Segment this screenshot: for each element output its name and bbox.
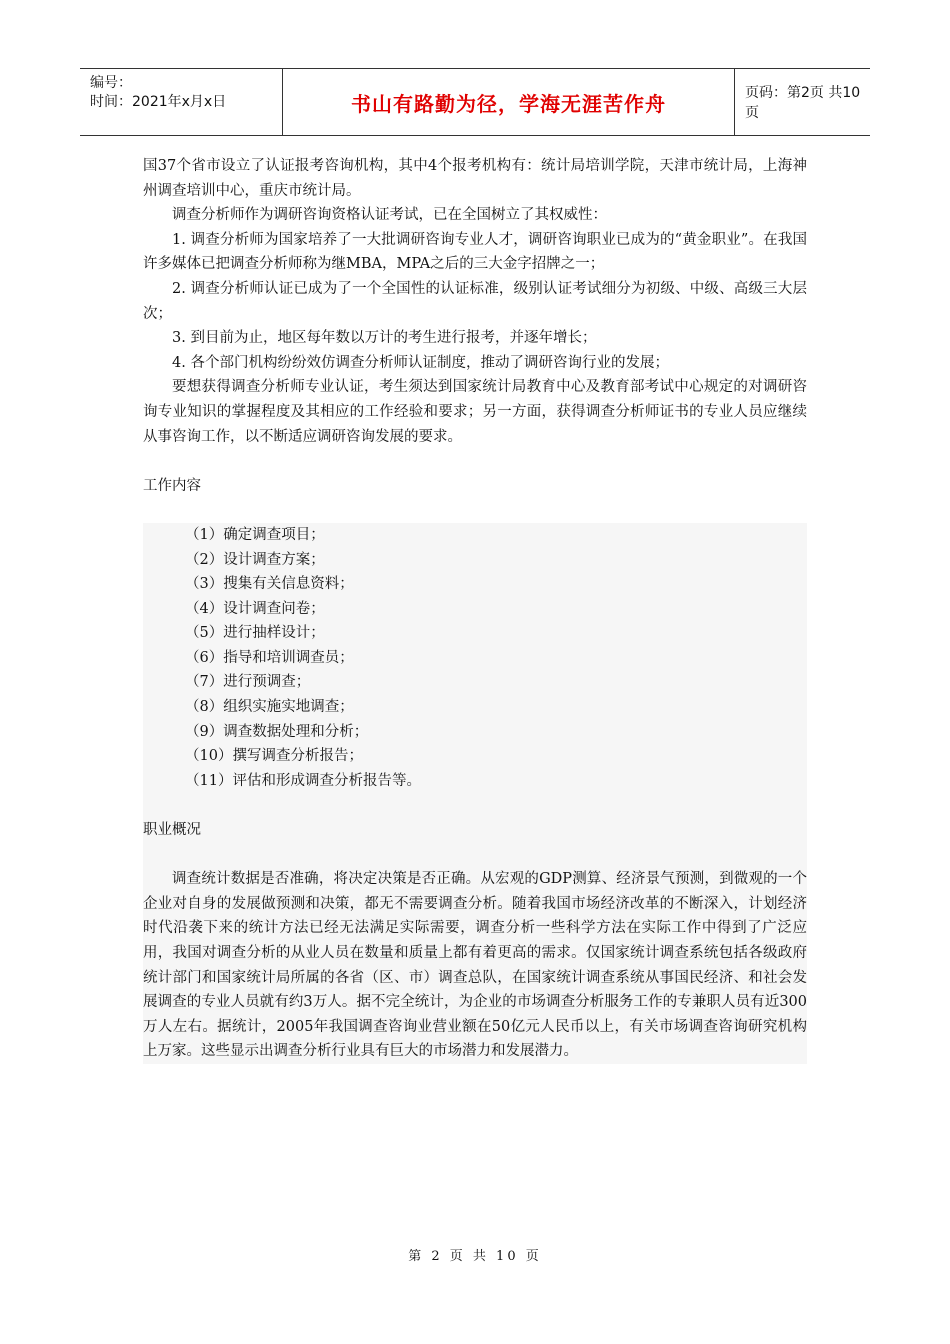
overview-section-title: 职业概况 [143,822,201,839]
point-1: 1. 调查分析师为国家培养了一大批调研咨询专业人才，调研咨询职业已成为的“黄金职业”。在我国许多媒体已把调查分析师称为继MBA，MPA之后的三大金字招牌之一； [143,231,807,273]
intro-paragraph: 国37个省市设立了认证报考咨询机构，其中4个报考机构有：统计局培训学院，天津市统计局，上海神州调查培训中心，重庆市统计局。 [143,158,807,199]
list-item: （2）设计调查方案； [185,551,325,568]
requirement-paragraph: 要想获得调查分析师专业认证，考生须达到国家统计局教育中心及教育部考试中心规定的对调研咨询专业知识的掌握程度及其相应的工作经验和要求；另一方面，获得调查分析师证书的专业人员应继续从事咨询工作，以不断适应调研咨询发展的要求。 [143,379,807,445]
overview-paragraph: 调查统计数据是否准确，将决定决策是否正确。从宏观的GDP测算、经济景气预测，到微观的一个企业对自身的发展做预测和决策，都无不需要调查分析。随着我国市场经济改革的不断深入，计划经济时代沿袭下来的统计方法已经无法满足实际需要，调查分析一些科学方法在实际工作中得到了广泛应用，我国对调查分析的从业人员在数量和质量上都有着更高的需求。仅国家统计调查系统包括各级政府统计部门和国家统计局所属的各省（区、市）调查总队，在国家统计调查系统从事国民经济、和社会发展调查的专业人员就有约3万人。据不完全统计，为企业的市场调查分析服务工作的专兼职人员有近300万人左右。据统计，2005年我国调查咨询业营业额在50亿元人民币以上，有关市场调查咨询研究机构上万家。这些显示出调查分析行业具有巨大的市场潜力和发展潜力。 [143,871,807,1060]
point-3: 3. 到目前为止，地区每年数以万计的考生进行报考，并逐年增长； [172,330,597,347]
work-list [143,523,807,1064]
header-motto-cell [283,69,735,135]
point-2: 2. 调查分析师认证已成为了一个全国性的认证标准，级别认证考试细分为初级、中级、高级三大层次； [143,280,807,322]
motto: 书山有路勤为径，学海无涯苦作舟 [351,91,666,116]
list-item: （6）指导和培训调查员； [185,649,354,666]
list-item: （1）确定调查项目； [185,526,325,543]
document-body [143,154,807,1064]
page-header [80,68,870,136]
time-label: 时间：2021年x月x日 [90,94,227,110]
work-section-title: 工作内容 [143,477,201,494]
list-item: （4）设计调查问卷； [185,600,325,617]
header-meta-cell [80,69,283,135]
list-item: （5）进行抽样设计； [185,625,325,642]
authority-intro: 调查分析师作为调研咨询资格认证考试，已在全国树立了其权威性： [172,207,607,224]
page-code: 页码：第2页 共10页 [745,85,861,121]
point-4: 4. 各个部门机构纷纷效仿调查分析师认证制度，推动了调研咨询行业的发展； [172,354,669,371]
list-item: （8）组织实施实地调查； [185,699,354,716]
page-footer: 第 2 页 共 10 页 [408,1249,542,1264]
list-item: （7）进行预调查； [185,674,311,691]
list-item: （9）调查数据处理和分析； [185,723,369,740]
list-item: （11）评估和形成调查分析报告等。 [185,772,421,789]
list-item: （10）撰写调查分析报告； [185,748,363,765]
number-label: 编号： [90,75,132,91]
list-item: （3）搜集有关信息资料； [185,576,354,593]
